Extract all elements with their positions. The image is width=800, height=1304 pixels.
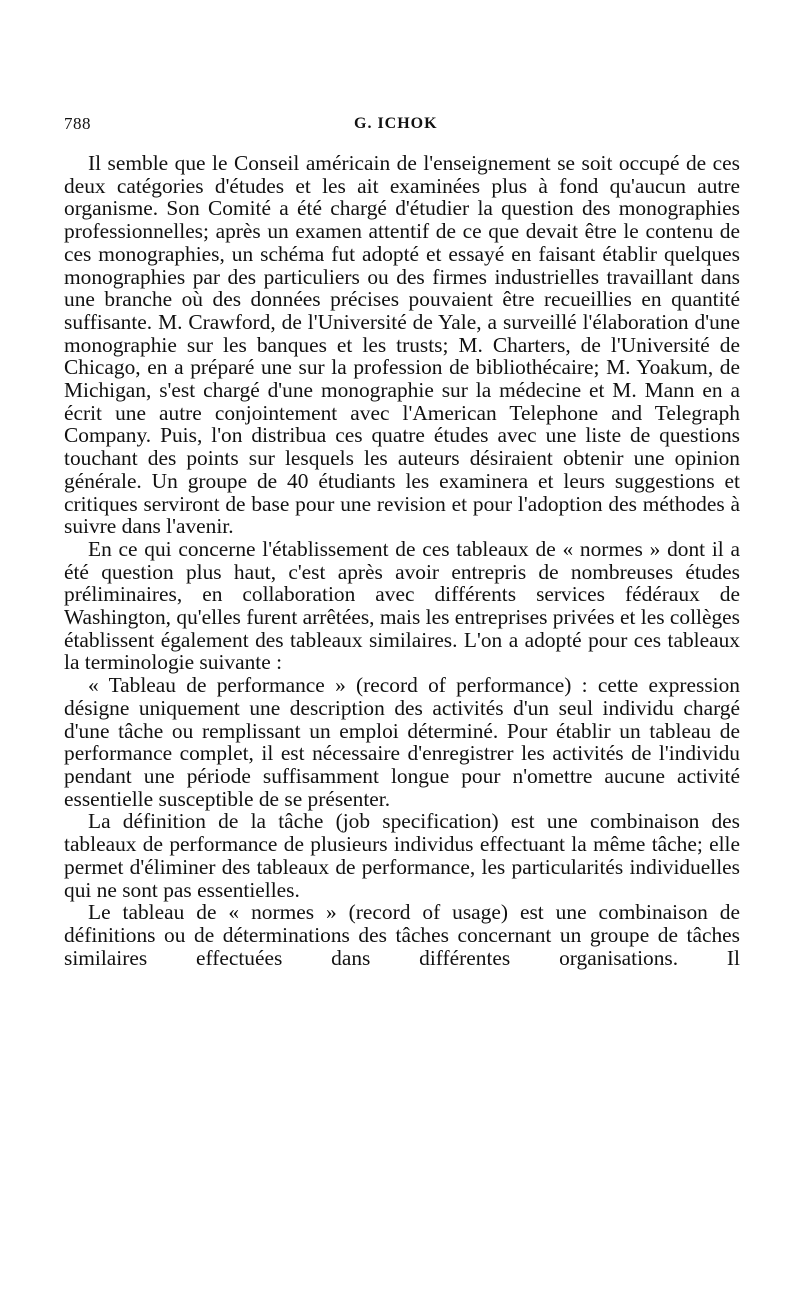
page-number: 788 [64,114,91,133]
body-text [64,152,740,969]
paragraph-record-of-usage: Le tableau de « normes » (record of usage) est une combinaison de définitions ou de déterminations des tâches concernant un groupe de tâches similaires effectuées dans différentes organisations. Il [64,900,740,970]
paragraph-tableau-performance: « Tableau de performance » (record of performance) : cette expression désigne uniquement une description des activités d'un seul individu chargé d'une tâche ou remplissant un emploi déterminé. Pour établir un tableau de performance complet, il est nécessaire d'enregistrer les activités de l'individu pendant une période suffisamment longue pour n'omettre aucune activité essentielle susceptible de se présenter. [64,673,740,811]
paragraph-definition-tache: La définition de la tâche (job specification) est une combinaison des tableaux de performance de plusieurs individus effectuant la même tâche; elle permet d'éliminer des tableaux de performance, les particularités individuelles qui ne sont pas essentielles. [64,809,740,902]
running-title-author: G. ICHOK [354,115,438,132]
paragraph-tableaux-normes: En ce qui concerne l'établissement de ces tableaux de « normes » dont il a été question plus haut, c'est après avoir entrepris de nombreuses études préliminaires, en collaboration avec différents services fédéraux de Washington, qu'elles furent arrêtées, mais les entreprises privées et les collèges établissent également des tableaux similaires. L'on a adopté pour ces tableaux la terminologie suivante : [64,536,740,675]
paragraph-conseil-americain: Il semble que le Conseil américain de l'enseignement se soit occupé de ces deux catégories d'études et les ait examinées plus à fond qu'aucun autre organisme. Son Comité a été chargé d'étudier la question des monographies professionnelles; après un examen attentif de ce que devait être le contenu de ces monographies, un schéma fut adopté et essayé en faisant établir quelques monographies par des particuliers ou des firmes industrielles travaillant dans une branche où des données précises pouvaient être recueillies en quantité suffisante. M. Crawford, de l'Université de Yale, a surveillé l'élaboration d'une monographie sur les banques et les trusts; M. Charters, de l'Université de Chicago, en a préparé une sur la profession de bibliothécaire; M. Yoakum, de Michigan, s'est chargé d'une monographie sur la médecine et M. Mann en a écrit une autre conjointement avec l'American Telephone and Telegraph Company. Puis, l'on distribua ces quatre études avec une liste de questions touchant des points sur lesquels les auteurs désiraient obtenir une opinion générale. Un groupe de 40 étudiants les examinera et leurs suggestions et critiques serviront de base pour une revision et pour l'adoption des méthodes à suivre dans l'avenir. [64,151,740,539]
running-header [64,114,740,138]
